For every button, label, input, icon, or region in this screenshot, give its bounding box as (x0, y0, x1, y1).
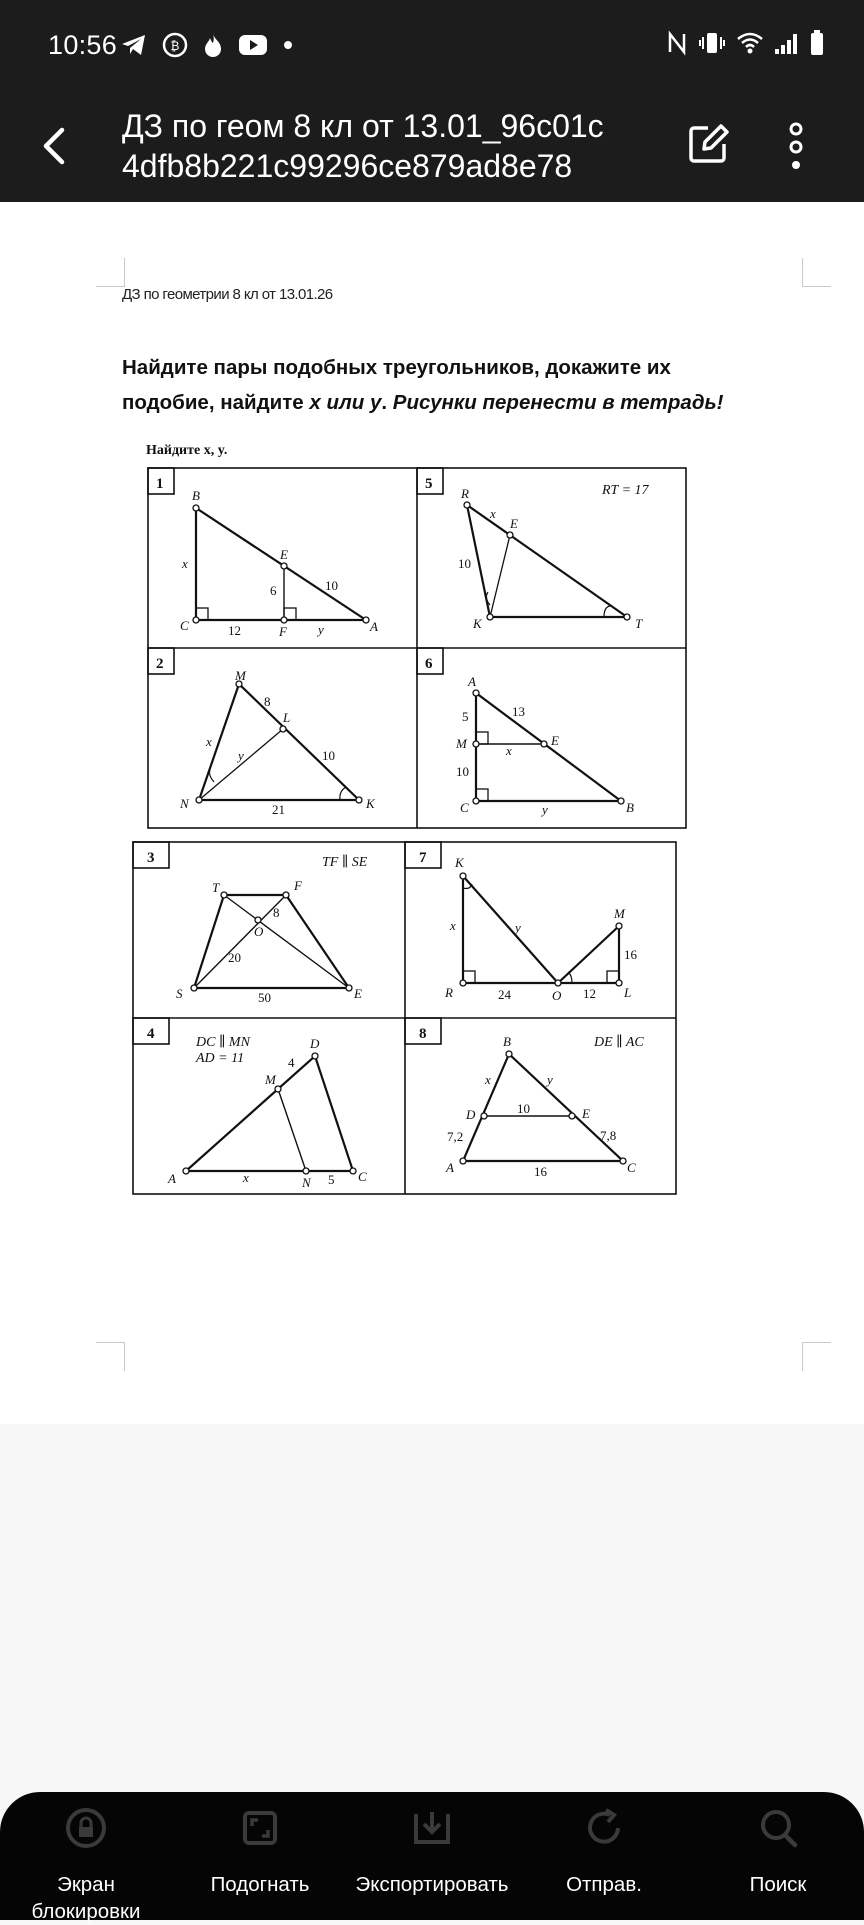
problem-note: DE ∥ AC (594, 1035, 644, 1050)
problem-6-drawing (455, 674, 634, 817)
svg-text:A: A (370, 619, 378, 634)
svg-text:D: D (466, 1107, 476, 1122)
export-button[interactable] (344, 1806, 520, 1916)
svg-text:O: O (254, 924, 264, 939)
svg-text:T: T (212, 880, 220, 895)
problem-number: 8 (419, 1026, 427, 1042)
svg-text:R: R (461, 486, 469, 501)
svg-text:C: C (180, 618, 189, 633)
svg-text:y: y (542, 802, 548, 817)
svg-text:E: E (280, 547, 288, 562)
problem-8-drawing (445, 1034, 636, 1179)
svg-text:K: K (366, 796, 375, 811)
svg-text:L: L (624, 985, 632, 1000)
svg-text:M: M (456, 736, 467, 751)
svg-text:K: K (473, 616, 482, 631)
problem-5-drawing (458, 486, 643, 631)
svg-text:E: E (510, 516, 518, 531)
svg-text:B: B (503, 1034, 511, 1049)
problem-note: AD = 11 (196, 1051, 245, 1066)
document-page (0, 202, 864, 1424)
svg-text:13: 13 (512, 704, 525, 719)
share-label: Отправ. (566, 1873, 642, 1896)
lock-screen-label: Экран блокировки (31, 1873, 141, 1923)
svg-text:10: 10 (456, 764, 469, 779)
problem-3-drawing (176, 878, 362, 1005)
svg-text:A: A (468, 674, 476, 689)
svg-text:10: 10 (458, 556, 471, 571)
svg-text:10: 10 (517, 1101, 530, 1116)
svg-text:16: 16 (534, 1164, 547, 1179)
problem-2-drawing (179, 668, 376, 817)
back-arrow-icon[interactable] (36, 124, 76, 168)
export-icon (410, 1806, 454, 1850)
svg-text:S: S (176, 986, 183, 1001)
svg-text:M: M (614, 906, 625, 921)
search-label: Поиск (749, 1873, 807, 1896)
svg-text:x: x (450, 918, 456, 933)
svg-text:K: K (455, 855, 464, 870)
signal-icon (774, 31, 800, 55)
problem-number: 6 (425, 656, 433, 672)
svg-text:x: x (506, 743, 512, 758)
svg-text:E: E (551, 733, 559, 748)
export-label: Экспортировать (355, 1873, 509, 1896)
svg-text:F: F (294, 878, 302, 893)
svg-text:F: F (279, 624, 287, 639)
problem-note: RT = 17 (602, 483, 649, 498)
app-bar (0, 92, 864, 202)
problem-1-drawing (180, 488, 378, 639)
svg-text:7,8: 7,8 (600, 1128, 617, 1143)
more-options-icon[interactable] (786, 120, 806, 170)
svg-text:O: O (552, 988, 562, 1003)
svg-text:y: y (318, 622, 324, 637)
problem-number: 5 (425, 476, 433, 492)
svg-text:x: x (182, 556, 188, 571)
share-button[interactable] (534, 1806, 674, 1916)
problem-number: 1 (156, 476, 164, 492)
flame-icon (202, 32, 224, 58)
nfc-icon (666, 30, 688, 56)
svg-text:C: C (358, 1169, 367, 1184)
geometry-figure (0, 202, 864, 1424)
svg-text:R: R (445, 985, 453, 1000)
svg-text:y: y (515, 920, 521, 935)
fit-button[interactable] (190, 1806, 330, 1916)
document-title: ДЗ по геом 8 кл от 13.01_96c01c 4dfb8b221c99296ce879ad8e78 (122, 108, 604, 184)
svg-text:5: 5 (462, 709, 469, 724)
problem-7-drawing (444, 855, 638, 1003)
fit-label: Подогнать (210, 1873, 310, 1896)
svg-text:x: x (490, 506, 496, 521)
system-icons (666, 30, 824, 56)
svg-text:y: y (547, 1072, 553, 1087)
svg-text:12: 12 (228, 623, 241, 638)
svg-text:M: M (265, 1072, 276, 1087)
svg-text:50: 50 (258, 990, 271, 1005)
svg-text:C: C (460, 800, 469, 815)
svg-text:24: 24 (498, 987, 511, 1002)
svg-text:N: N (302, 1175, 311, 1190)
svg-text:A: A (446, 1160, 454, 1175)
task-part1: Найдите пары подобных треугольников, докажите их подобие, найдите (122, 356, 671, 414)
svg-text:C: C (627, 1160, 636, 1175)
task-italic: Рисунки перенести в тетрадь! (392, 391, 724, 414)
document-header: ДЗ по геометрии 8 кл от 13.01.26 (122, 286, 333, 303)
svg-text:10: 10 (325, 578, 338, 593)
task-xy: x или y (309, 391, 382, 414)
svg-text:5: 5 (328, 1172, 335, 1187)
search-icon (756, 1806, 800, 1850)
notification-icons (120, 32, 294, 58)
dot-icon (282, 39, 294, 51)
svg-text:7,2: 7,2 (447, 1129, 464, 1144)
svg-text:E: E (582, 1106, 590, 1121)
search-button[interactable] (708, 1806, 848, 1916)
svg-text:N: N (180, 796, 189, 811)
app-badge-icon (162, 32, 188, 58)
svg-text:A: A (168, 1171, 176, 1186)
task-part2: . (381, 391, 393, 414)
svg-text:B: B (626, 800, 634, 815)
wifi-icon (736, 31, 764, 55)
svg-text:B: B (192, 488, 200, 503)
lock-screen-button[interactable] (16, 1806, 156, 1923)
svg-text:6: 6 (270, 583, 277, 598)
status-time: 10:56 (48, 30, 118, 60)
battery-icon (810, 30, 824, 56)
svg-text:E: E (354, 986, 362, 1001)
problem-number: 7 (419, 850, 427, 866)
share-icon (582, 1806, 626, 1850)
svg-text:L: L (283, 710, 291, 725)
svg-text:12: 12 (583, 986, 596, 1001)
svg-text:10: 10 (322, 748, 335, 763)
problem-number: 2 (156, 656, 164, 672)
problem-note: DC ∥ MN (196, 1035, 250, 1050)
svg-text:21: 21 (272, 802, 285, 817)
bottom-toolbar (0, 1792, 864, 1923)
problem-number: 4 (147, 1026, 155, 1042)
svg-text:x: x (206, 734, 212, 749)
svg-text:M: M (235, 668, 246, 683)
edit-icon[interactable] (686, 122, 730, 166)
svg-text:8: 8 (264, 694, 271, 709)
status-bar (0, 0, 864, 92)
svg-text:x: x (243, 1170, 249, 1185)
svg-text:y: y (238, 748, 244, 763)
svg-text:8: 8 (273, 905, 280, 920)
svg-text:4: 4 (288, 1055, 295, 1070)
problem-number: 3 (147, 850, 155, 866)
svg-text:16: 16 (624, 947, 637, 962)
svg-text:₿: ₿ (170, 39, 180, 53)
svg-text:T: T (635, 616, 643, 631)
youtube-icon (238, 34, 268, 56)
vibrate-icon (698, 31, 726, 55)
svg-text:x: x (485, 1072, 491, 1087)
problem-note: TF ∥ SE (322, 855, 368, 870)
svg-text:20: 20 (228, 950, 241, 965)
telegram-icon (120, 33, 148, 57)
fit-icon (238, 1806, 282, 1850)
svg-text:D: D (310, 1036, 320, 1051)
lock-screen-icon (64, 1806, 108, 1850)
figure-caption: Найдите x, y. (146, 443, 228, 458)
